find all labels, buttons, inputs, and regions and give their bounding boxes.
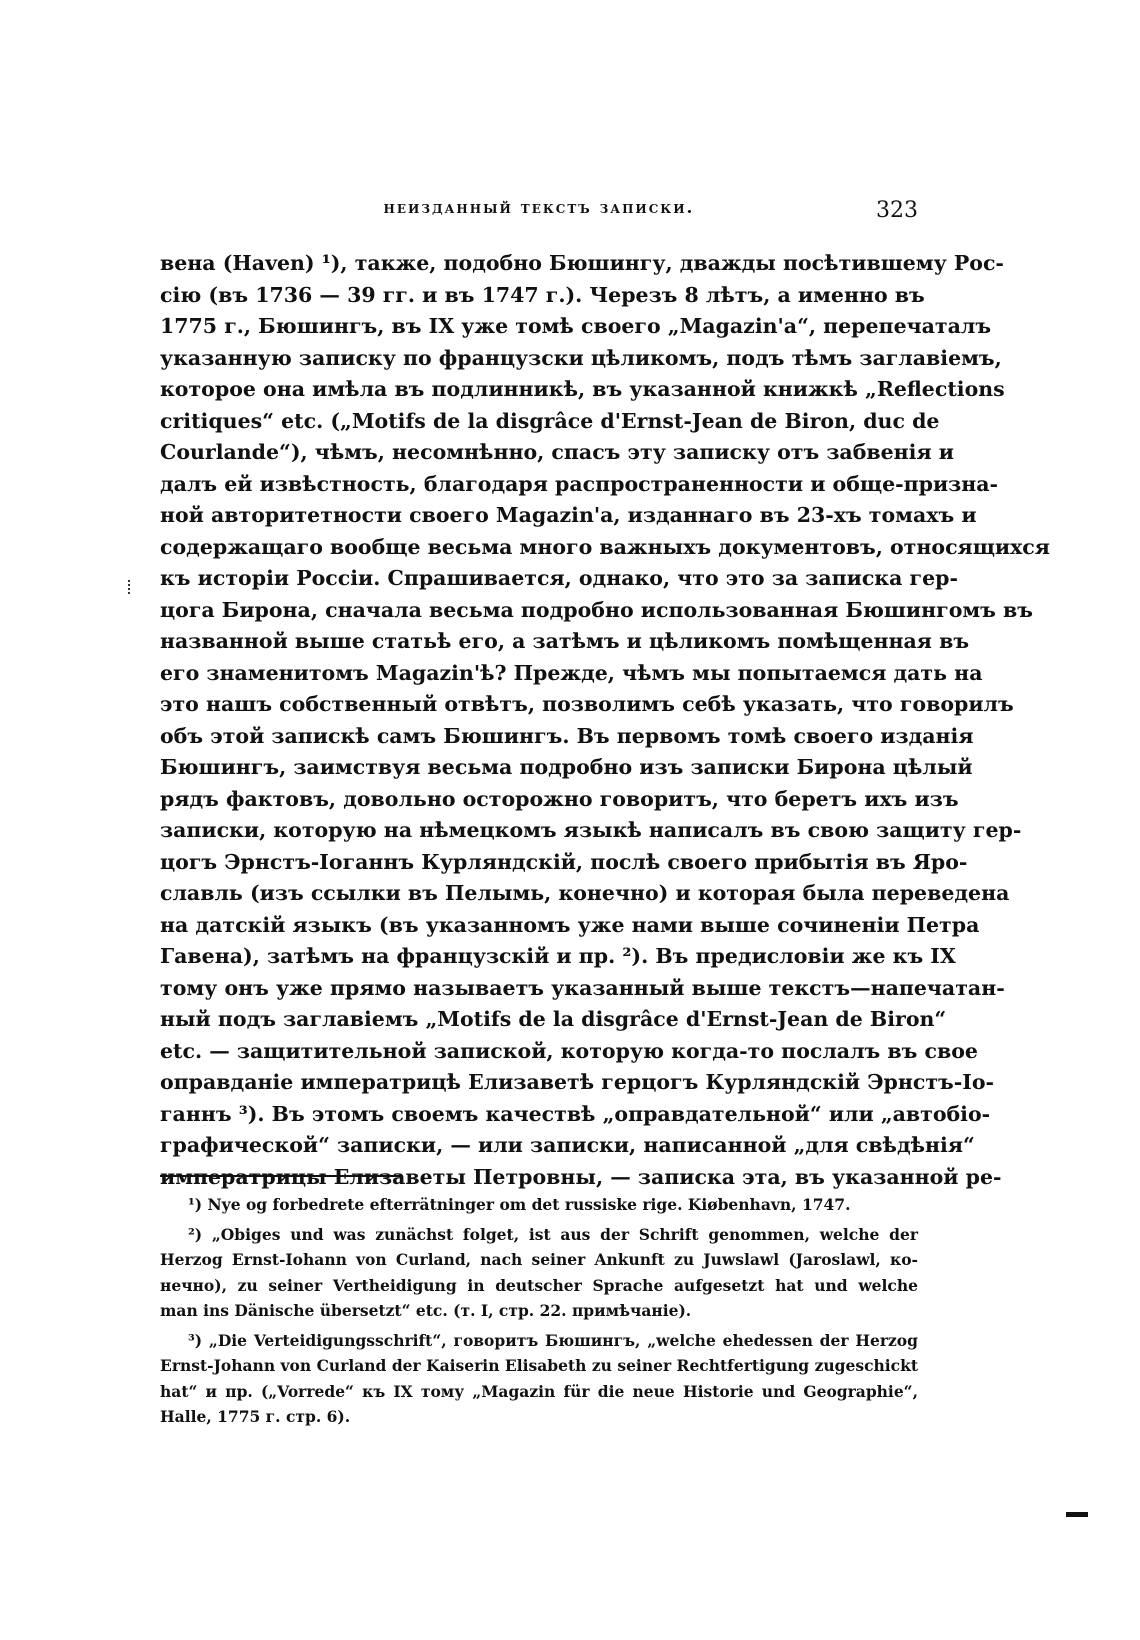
footnote-divider — [160, 1175, 400, 1177]
text-line: Courlande“), чѣмъ, несомнѣнно, спасъ эту записку отъ забвенія и — [160, 440, 954, 464]
footnote-3: ³) „Die Verteidigungsschrift“, говоритъ Бюшингъ, „welche ehedessen der Herzog — [188, 1330, 918, 1350]
text-line: сію (въ 1736 — 39 гг. и въ 1747 г.). Черезъ 8 лѣтъ, а именно въ — [160, 282, 925, 307]
text-line: указанную записку по французски цѣликомъ, подъ тѣмъ заглавіемъ, — [160, 345, 1002, 370]
running-header — [160, 198, 918, 228]
text-line: цога Бирона, сначала весьма подробно использованная Бюшингомъ въ — [160, 597, 1034, 622]
text-line: 1775 г., Бюшингъ, въ IX уже томѣ своего „Magazin'a“, перепечаталъ — [160, 314, 992, 338]
page-number: 323 — [876, 198, 918, 223]
text-line: которое она имѣла въ подлинникѣ, въ указанной книжкѣ „Reflections — [160, 377, 1005, 401]
footnote-2: ²) „Obiges und was zunächst folget, ist aus der Schrift genommen, welche der — [188, 1224, 918, 1244]
footnotes — [160, 1192, 918, 1430]
text-line: славль (изъ ссылки въ Пелымь, конечно) и которая была переведена — [160, 881, 1010, 905]
text-line: вена (Haven) ¹), также, подобно Бюшингу, дважды посѣтившему Рос- — [160, 251, 1004, 275]
text-line: тому онъ уже прямо называетъ указанный выше текстъ—напечатан- — [160, 975, 1005, 1000]
text-line: его знаменитомъ Magazin'ѣ? Прежде, чѣмъ мы попытаемся дать на — [160, 660, 983, 685]
text-line: ный подъ заглавіемъ „Motifs de la disgrâce d'Ernst-Jean de Biron“ — [160, 1007, 947, 1031]
margin-mark — [128, 580, 133, 594]
footnote-line: Halle, 1775 г. стр. 6). — [160, 1407, 351, 1426]
text-line: это нашъ собственный отвѣтъ, позволимъ себѣ указать, что говорилъ — [160, 692, 1014, 716]
running-title: неизданный текстъ записки. — [383, 198, 695, 218]
text-line: оправданіе императрицѣ Елизаветѣ герцогъ Курляндскій Эрнстъ-Іо- — [160, 1070, 995, 1094]
text-line: графической“ записки, — или записки, написанной „для свѣдѣнія“ — [160, 1133, 975, 1157]
text-line: объ этой запискѣ самъ Бюшингъ. Въ первомъ томѣ своего изданія — [160, 723, 974, 748]
text-line: далъ ей извѣстность, благодаря распространенности и обще-призна- — [160, 471, 999, 496]
footnote-line: hat“ и пр. („Vorrede“ къ IX тому „Magazin für die neue Historie und Geographie“, — [160, 1381, 918, 1401]
text-line: ной авторитетности своего Magazin'a, изданнаго въ 23-хъ томахъ и — [160, 503, 977, 527]
footnote-1: ¹) Nye og forbedrete efterrätninger om det russiske rige. Kiøbenhavn, 1747. — [188, 1195, 851, 1214]
text-line: записки, которую на нѣмецкомъ языкѣ написалъ въ свою защиту гер- — [160, 818, 1022, 842]
text-line: содержащаго вообще весьма много важныхъ документовъ, относящихся — [160, 534, 1050, 559]
text-line: Бюшингъ, заимствуя весьма подробно изъ записки Бирона цѣлый — [160, 755, 973, 779]
text-line: на датскій языкъ (въ указанномъ уже нами выше сочиненіи Петра — [160, 912, 980, 937]
scan-edge-mark — [1066, 1512, 1088, 1517]
text-line: critiques“ etc. („Motifs de la disgrâce d'Ernst-Jean de Biron, duc de — [160, 408, 940, 433]
text-line: императрицы Елизаветы Петровны, — записка эта, въ указанной ре- — [160, 1164, 1002, 1189]
text-line: ганнъ ³). Въ этомъ своемъ качествѣ „оправдательной“ или „автобіо- — [160, 1101, 991, 1126]
text-line: цогъ Эрнстъ-Іоганнъ Курляндскій, послѣ своего прибытія въ Яро- — [160, 849, 968, 874]
footnote-line: нечно), zu seiner Vertheidigung in deutscher Sprache aufgesetzt hat und welche — [160, 1275, 918, 1295]
text-line: названной выше статьѣ его, а затѣмъ и цѣликомъ помѣщенная въ — [160, 629, 970, 653]
footnote-line: Herzog Ernst-Iohann von Curland, nach seiner Ankunft zu Juwslawl (Jaroslawl, ко- — [160, 1250, 918, 1269]
text-line: etc. — защитительной запиской, которую когда-то послалъ въ свое — [160, 1038, 978, 1063]
text-line: къ исторіи Россіи. Спрашивается, однако, что это за записка гер- — [160, 566, 958, 590]
footnote-line: Ernst-Johann von Curland der Kaiserin Elisabeth zu seiner Rechtfertigung zugeschickt — [160, 1356, 918, 1375]
text-line: Гавена), затѣмъ на французскій и пр. ²). Въ предисловіи же къ IX — [160, 944, 956, 968]
text-line: рядъ фактовъ, довольно осторожно говоритъ, что беретъ ихъ изъ — [160, 786, 959, 811]
footnote-line: man ins Dänische übersetzt“ etc. (т. I, стр. 22. примѣчаніе). — [160, 1301, 692, 1320]
main-text — [160, 248, 1050, 1193]
